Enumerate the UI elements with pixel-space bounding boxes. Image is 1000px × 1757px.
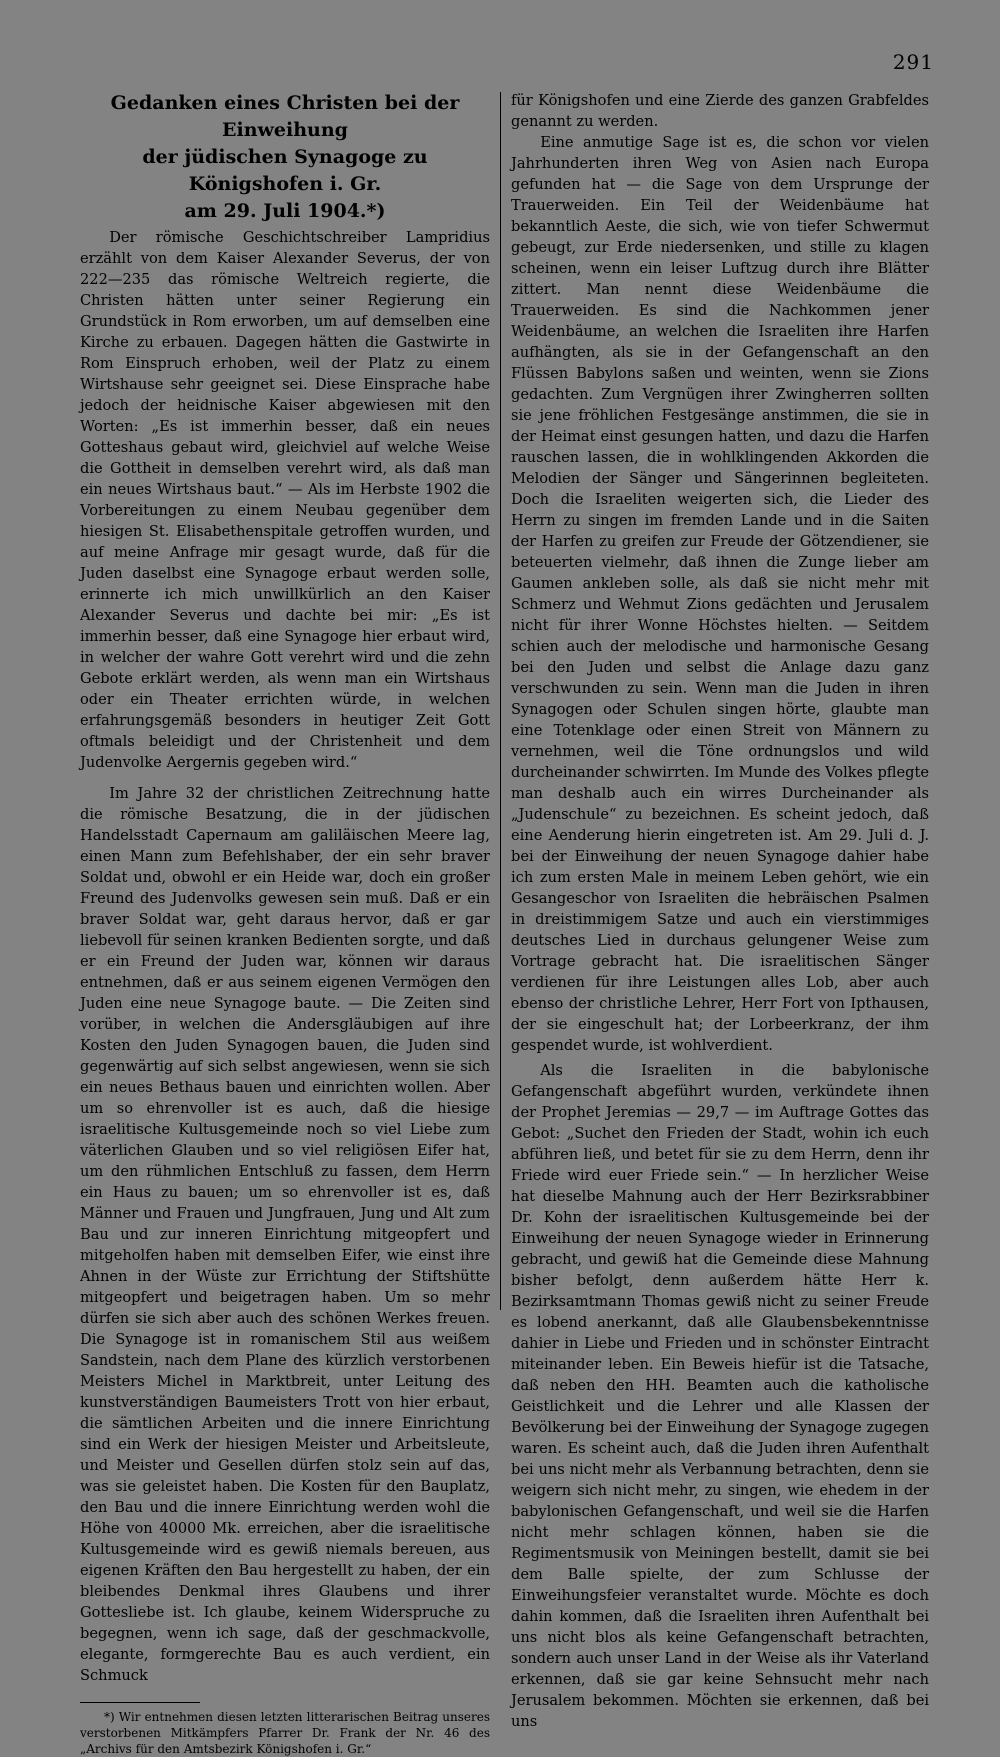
article-title-line-2: der jüdischen Synagoge zu Königshofen i. Gr. xyxy=(142,146,428,195)
left-column xyxy=(80,90,490,1757)
footnote-divider xyxy=(80,1702,200,1703)
article-title-line-1: Gedanken eines Christen bei der Einweihung xyxy=(110,92,460,141)
paragraph-lampridius: Der römische Geschichtschreiber Lampridius erzählt von dem Kaiser Alexander Severus, der von 222—235 das römische Weltreich regierte, die Christen hätten unter seiner Regierung ein Grundstück in Rom erworben, um auf demselben eine Kirche zu erbauen. Dagegen hätten die Gastwirte in Rom Einspruch erhoben, weil der Platz zu einem Wirtshause sehr geeignet sei. Diese Einsprache habe jedoch der heidnische Kaiser abgewiesen mit den Worten: „Es ist immerhin besser, daß ein neues Gotteshaus gebaut wird, gleichviel auf welche Weise die Gottheit in demselben verehrt wird, als daß man ein neues Wirtshaus baut.“ — Als im Herbste 1902 die Vorbereitungen zu einem Neubau gegenüber dem hiesigen St. Elisabethenspitale getroffen wurden, und auf meine Anfrage mir gesagt wurde, daß für die Juden daselbst eine Synagoge erbaut werden solle, erinnerte ich mich unwillkürlich an den Kaiser Alexander Severus und dachte bei mir: „Es ist immerhin besser, daß eine Synagoge hier erbaut wird, in welcher der wahre Gott verehrt wird und die zehn Gebote erklärt werden, als wenn man ein Wirtshaus oder ein Theater errichten würde, in welchen erfahrungsgemäß besonders in heutiger Zeit Gott oftmals beleidigt und der Christenheit und dem Judenvolke Aergernis gegeben wird.“ xyxy=(80,229,490,771)
paragraph-jeremias: Als die Israeliten in die babylonische Gefangenschaft abgeführt wurden, verkündete ihnen der Prophet Jeremias — 29,7 — im Auftrage Gottes das Gebot: „Suchet den Frieden der Stadt, wohin ich euch abführen ließ, und betet für sie zu dem Herrn, denn ihr Friede wird euer Friede sein.“ — In herzlicher Weise hat dieselbe Mahnung auch der Herr Bezirksrabbiner Dr. Kohn der israelitischen Kultusgemeinde bei der Einweihung der neuen Synagoge wieder in Erinnerung gebracht, und gewiß hat die Gemeinde diese Mahnung bisher befolgt, denn außerdem hätte Herr k. Bezirksamtmann Thomas gewiß nicht zu seiner Freude es lobend anerkannt, daß alle Glaubensbekenntnisse dahier in Liebe und Frieden und in schönster Eintracht miteinander leben. Ein Beweis hiefür ist die Tatsache, daß neben den HH. Beamten auch die katholische Geistlichkeit und die Lehrer und alle Klassen der Bevölkerung bei der Einweihung der Synagoge zugegen waren. Es scheint auch, daß die Juden ihren Aufenthalt bei uns nicht mehr als Verbannung betrachten, denn sie weigern sich nicht mehr, zu singen, wie ehedem in der babylonischen Gefangenschaft, und weil sie die Harfen nicht mehr schlagen können, haben sie die Regimentsmusik von Meiningen bestellt, damit sie bei dem Balle spielte, der zum Schlusse der Einweihungsfeier veranstaltet wurde. Möchte es doch dahin kommen, daß die Israeliten ihren Aufenthalt bei uns nicht blos als keine Gefangenschaft betrachten, sondern auch unser Land in der Weise als ihr Vaterland erkennen, daß sie gar keine Sehnsucht mehr nach Jerusalem bekommen. Möchten sie erkennen, daß bei uns xyxy=(511,1062,929,1730)
footnote: *) Wir entnehmen diesen letzten litterarischen Beitrag unseres verstorbenen Mitkämpfers Pfarrer Dr. Frank der Nr. 46 des „Archivs für den Amtsbezirk Königshofen i. Gr.“ xyxy=(80,1710,490,1756)
paragraph-trauerweiden: Eine anmutige Sage ist es, die schon vor vielen Jahrhunderten ihren Weg von Asien nach Europa gefunden hat — die Sage von dem Ursprunge der Trauerweiden. Ein Teil der Weidenbäume hat bekanntlich Aeste, die sich, wie von tiefer Schwermut gebeugt, zur Erde niedersenken, und stille zu klagen scheinen, wenn ein leiser Luftzug durch ihre Blätter zittert. Man nennt diese Weidenbäume die Trauerweiden. Es sind die Nachkommen jener Weidenbäume, an welchen die Israeliten ihre Harfen aufhängten, als sie in der Gefangenschaft an den Flüssen Babylons saßen und weinten, wenn sie Zions gedachten. Zum Vergnügen ihrer Zwingherren sollten sie jene fröhlichen Festgesänge anstimmen, die sie in der Heimat einst gesungen hatten, und dazu die Harfen rauschen lassen, die in wohlklingenden Akkorden die Melodien der Sänger und Sängerinnen begleiteten. Doch die Israeliten weigerten sich, die Lieder des Herrn zu singen im fremden Lande und in die Saiten der Harfen zu greifen zur Freude der Götzendiener, sie beteuerten vielmehr, daß ihnen die Zunge lieber am Gaumen ankleben solle, als daß sie nicht mehr mit Schmerz und Wehmut Zions gedächten und Jerusalem nicht für ihrer Wonne Höchstes hielten. — Seitdem schien auch der melodische und harmonische Gesang bei den Juden und selbst die Anlage dazu ganz verschwunden zu sein. Wenn man die Juden in ihren Synagogen oder Schulen singen hörte, glaubte man eine Totenklage oder einen Streit von Männern zu vernehmen, weil die Töne ordnungslos und wild durcheinander schwirrten. Im Munde des Volkes pflegte man deshalb auch ein wirres Durcheinander als „Judenschule“ zu bezeichnen. Es scheint jedoch, daß eine Aenderung hierin eingetreten ist. Am 29. Juli d. J. bei der Einweihung der neuen Synagoge dahier habe ich zum ersten Male in meinem Leben gehört, wie ein Gesangeschor von Israeliten die hebräischen Psalmen in dreistimmigem Satze und auch ein vierstimmiges deutsches Lied in durchaus gelungener Weise zum Vortrage gebracht hat. Die israelitischen Sänger verdienen für ihre Leistungen alles Lob, aber auch ebenso der christliche Lehrer, Herr Fort von Ipthausen, der sie eingeschult hat; der Lorbeerkranz, der ihm gespendet wurde, ist wohlverdient. xyxy=(511,134,929,1054)
paragraph-continuation: für Königshofen und eine Zierde des ganzen Grabfeldes genannt zu werden. xyxy=(511,92,929,130)
paragraph-capernaum: Im Jahre 32 der christlichen Zeitrechnung hatte die römische Besatzung, die in der jüdischen Handelsstadt Capernaum am galiläischen Meere lag, einen Mann zum Befehlshaber, der ein sehr braver Soldat und, obwohl er ein Heide war, doch ein großer Freund des Judenvolks gewesen sein muß. Daß er ein braver Soldat war, geht daraus hervor, daß er gar liebevoll für seinen kranken Bedienten sorgte, und daß er ein Freund der Juden war, können wir daraus entnehmen, daß er aus seinem eigenen Vermögen den Juden eine neue Synagoge baute. — Die Zeiten sind vorüber, in welchen die Andersgläubigen auf ihre Kosten den Juden Synagogen bauen, die Juden sind gegenwärtig auf sich selbst angewiesen, wenn sie sich ein neues Bethaus bauen und einrichten wollen. Aber um so ehrenvoller ist es auch, daß die hiesige israelitische Kultusgemeinde noch so viel Liebe zum väterlichen Glauben und so viel religiösen Eifer hat, um den rühmlichen Entschluß zu fassen, dem Herrn ein Haus zu bauen; um so ehrenvoller ist es, daß Männer und Frauen und Jungfrauen, Jung und Alt zum Bau und zur inneren Einrichtung mitgeopfert und mitgeholfen haben mit demselben Eifer, wie einst ihre Ahnen in der Wüste zur Errichtung der Stiftshütte mitgeopfert und beigetragen haben. Um so mehr dürfen sie sich aber auch des schönen Werkes freuen. Die Synagoge ist in romanischem Stil aus weißem Sandstein, nach dem Plane des kürzlich verstorbenen Meisters Michel in Marktbreit, unter Leitung des kunstverständigen Baumeisters Trott von hier erbaut, die sämtlichen Arbeiten und die innere Einrichtung sind ein Werk der hiesigen Meister und Arbeitsleute, und Meister und Gesellen dürfen stolz sein auf das, was sie geleistet haben. Die Kosten für den Bauplatz, den Bau und die innere Einrichtung werden wohl die Höhe von 40000 Mk. erreichen, aber die israelitische Kultusgemeinde wird es gewiß niemals bereuen, aus eigenen Kräften den Bau hergestellt zu haben, der ein bleibendes Denkmal ihres Glaubens und ihrer Gottesliebe ist. Ich glaube, keinem Widerspruche zu begegnen, wenn ich sage, daß der geschmackvolle, elegante, formgerechte Bau es auch verdient, ein Schmuck xyxy=(80,785,490,1684)
article-title-line-3: am 29. Juli 1904.*) xyxy=(184,200,386,222)
column-divider xyxy=(500,92,501,1310)
article-title xyxy=(80,90,490,225)
page-number: 291 xyxy=(892,50,934,74)
right-column xyxy=(511,90,929,1732)
